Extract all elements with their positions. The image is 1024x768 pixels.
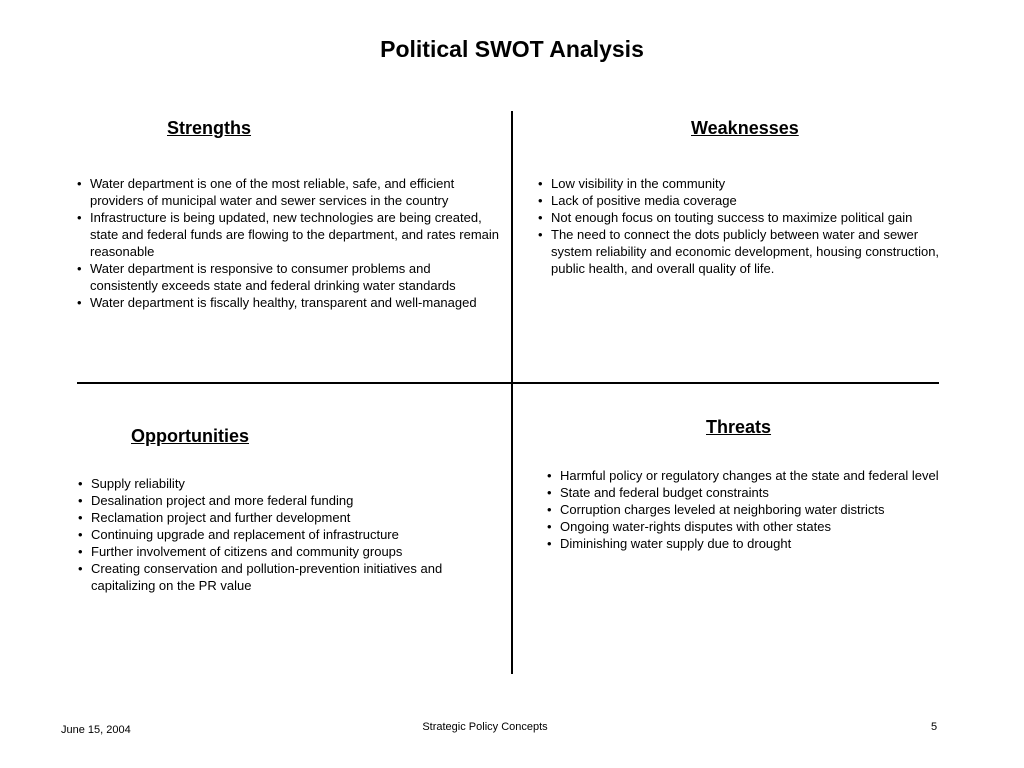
opportunities-item: • Supply reliability [78, 475, 488, 492]
slide-title: Political SWOT Analysis [380, 36, 644, 62]
opportunities-list [78, 475, 488, 594]
opportunities-item: • Reclamation project and further development [78, 509, 488, 526]
threats-item: • Ongoing water-rights disputes with other states [547, 518, 957, 535]
threats-item: • Corruption charges leveled at neighboring water districts [547, 501, 957, 518]
weaknesses-list [538, 175, 958, 277]
opportunities-item: • Desalination project and more federal funding [78, 492, 488, 509]
weaknesses-item: • Not enough focus on touting success to maximize political gain [538, 209, 958, 226]
footer-date: June 15, 2004 [61, 724, 131, 736]
weaknesses-heading: Weaknesses [691, 118, 799, 138]
threats-item: • Harmful policy or regulatory changes at the state and federal level [547, 467, 957, 484]
footer-center-label: Strategic Policy Concepts [422, 721, 548, 733]
threats-list [547, 467, 957, 552]
threats-item: • State and federal budget constraints [547, 484, 957, 501]
vertical-divider [511, 111, 513, 674]
opportunities-item: • Further involvement of citizens and community groups [78, 543, 488, 560]
weaknesses-item: • Lack of positive media coverage [538, 192, 958, 209]
page-number: 5 [931, 721, 938, 733]
strengths-item: • Water department is fiscally healthy, transparent and well-managed [77, 294, 502, 311]
strengths-item: • Infrastructure is being updated, new technologies are being created, state and federal funds are flowing to the department, and rates remain reasonable [77, 209, 502, 260]
opportunities-item: • Continuing upgrade and replacement of infrastructure [78, 526, 488, 543]
weaknesses-item: • Low visibility in the community [538, 175, 958, 192]
threats-heading: Threats [706, 417, 772, 437]
strengths-list [77, 175, 502, 311]
strengths-item: • Water department is one of the most reliable, safe, and efficient providers of municipal water and sewer services in the country [77, 175, 502, 209]
weaknesses-item: • The need to connect the dots publicly between water and sewer system reliability and economic development, housing construction, public health, and overall quality of life. [538, 226, 958, 277]
strengths-item: • Water department is responsive to consumer problems and consistently exceeds state and federal drinking water standards [77, 260, 502, 294]
opportunities-heading: Opportunities [131, 426, 249, 446]
threats-item: • Diminishing water supply due to drought [547, 535, 957, 552]
opportunities-item: • Creating conservation and pollution-prevention initiatives and capitalizing on the PR value [78, 560, 488, 594]
horizontal-divider [77, 382, 939, 384]
strengths-heading: Strengths [167, 118, 252, 138]
